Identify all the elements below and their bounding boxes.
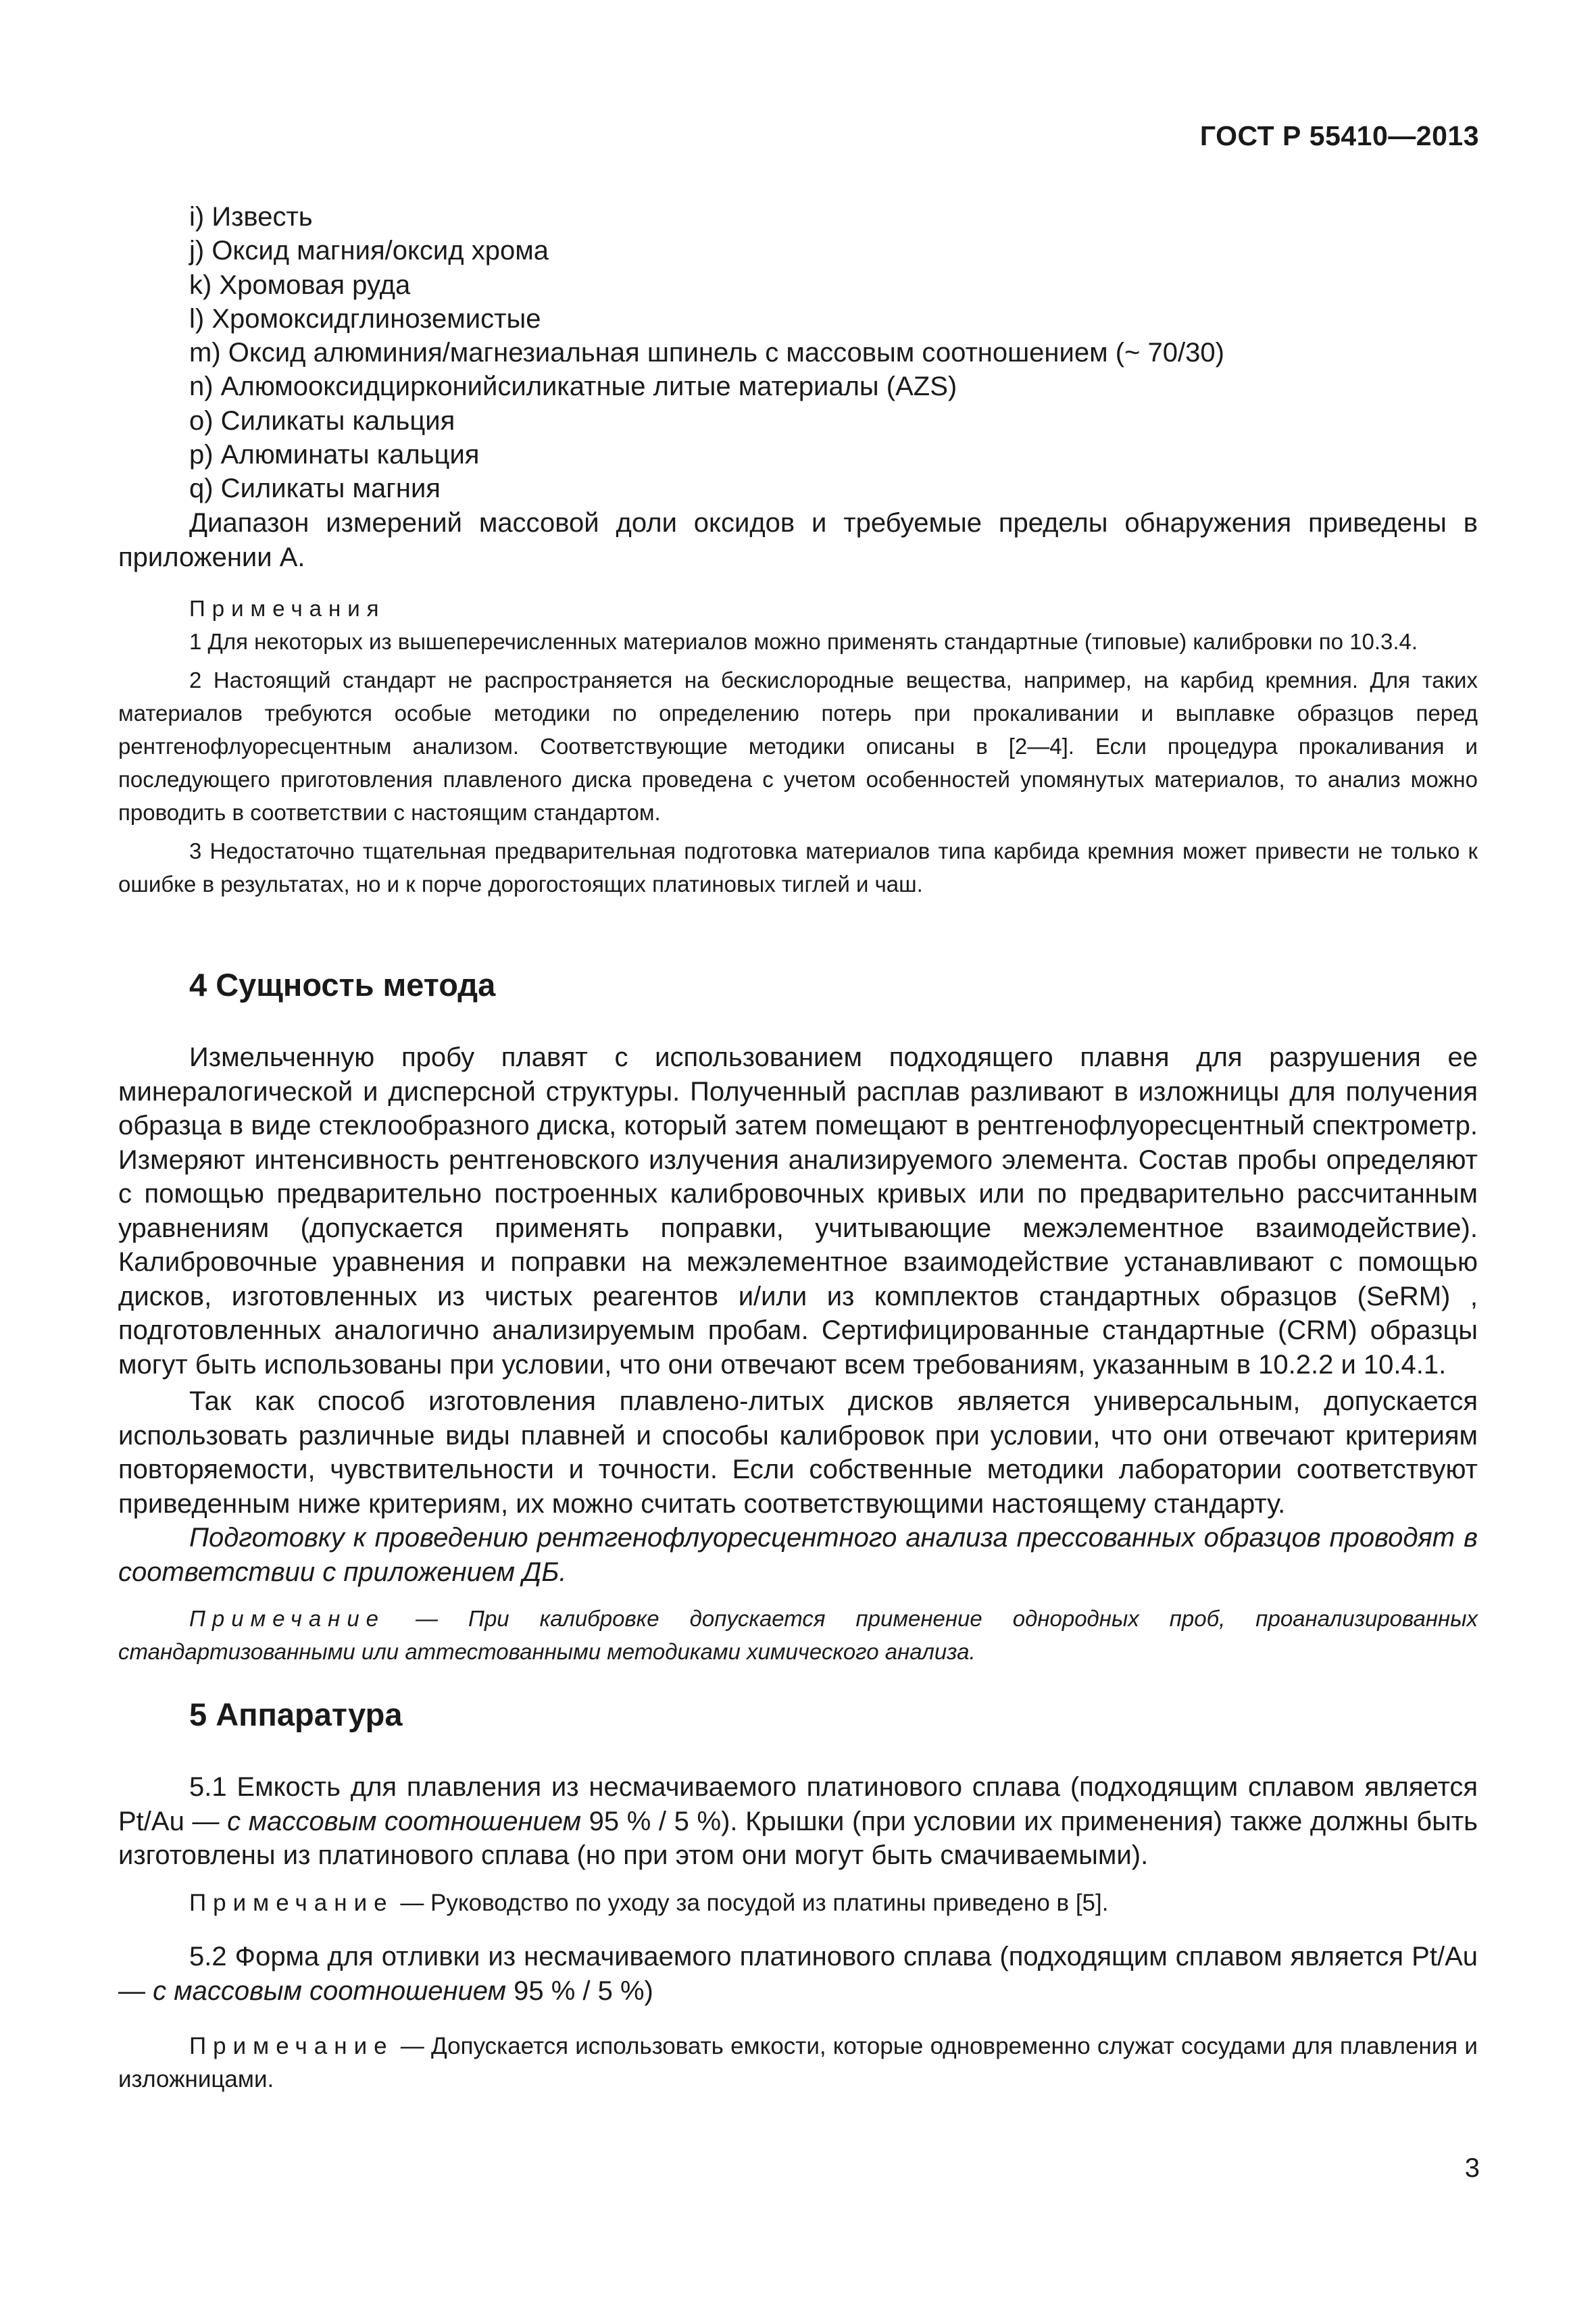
list-item: q) Силикаты магния [189, 474, 441, 504]
paragraph-5-1-text-a: 5.1 Емкость для плавления из несмачиваемого платинового сплава (подходящим сплавом является Pt/Au — [118, 1772, 1478, 1836]
paragraph-5-2 [118, 1940, 1478, 2008]
list-item: n) Алюмооксидцирконийсиликатные литые материалы (AZS) [189, 372, 957, 402]
section-4-paragraph-3: Подготовку к проведению рентгенофлуоресцентного анализа прессованных образцов проводят в соответствии с приложением ДБ. [118, 1523, 1478, 1587]
section-5-note-1 [118, 1886, 1478, 1919]
note-label: Примечание [189, 2033, 394, 2059]
note-label: Примечание [189, 1606, 386, 1631]
list-item: i) Известь [189, 202, 313, 232]
section-5-heading: 5 Аппаратура [189, 1696, 403, 1732]
paragraph-5-1 [118, 1770, 1478, 1873]
list-item: o) Силикаты кальция [189, 405, 455, 436]
paragraph-5-2-text-a: 5.2 Форма для отливки из несмачиваемого платинового сплава (подходящим сплавом является Pt/Au — [118, 1942, 1478, 2006]
list-item: m) Оксид алюминия/магнезиальная шпинель с массовым соотношением (~ 70/30) [189, 338, 1224, 368]
paragraph-5-1-text-b: 95 % / 5 %). Крышки (при условии их применения) также должны быть изготовлены из платинового сплава (но при этом они могут быть смачиваемыми). [118, 1806, 1478, 1870]
note-label: Примечание [189, 1890, 394, 1916]
paragraph-5-2-italic: с массовым соотношением [153, 1976, 506, 2006]
section-4-note [118, 1602, 1478, 1668]
materials-list [189, 200, 1224, 506]
section-4-paragraph-1: Измельченную пробу плавят с использованием подходящего плавня для разрушения ее минералогической и дисперсной структуры. Полученный расплав разливают в изложницы для получения образца в виде стеклообразного диска, который затем помещают в рентгенофлуоресцентный спектрометр. Измеряют интенсивность рентгеновского излучения анализируемого элемента. Состав пробы определяют с помощью предварительно построенных калибровочных кривых или по предварительно рассчитанным уравнениям (допускается применять поправки, учитывающие межэлементное взаимодействие). Калибровочные уравнения и поправки на межэлементное взаимодействие устанавливают с помощью дисков, изготовленных из чистых реагентов и/или из комплектов стандартных образцов (SeRM) , подготовленных аналогично анализируемым пробам. Сертифицированные стандартные (CRM) образцы могут быть использованы при условии, что они отвечают всем требованиям, указанным в 10.2.2 и 10.4.1. [118, 1042, 1478, 1380]
note-item: 2 Настоящий стандарт не распространяется на бескислородные вещества, например, на карбид кремния. Для таких материалов требуются особые методики по определению потерь при прокаливании и выплавке образцов перед рентгенофлуоресцентным анализом. Соответствующие методики описаны в [2—4]. Если процедура прокаливания и последующего приготовления плавленого диска проведена с учетом особенностей упомянутых материалов, то анализ можно проводить в соответствии с настоящим стандартом. [118, 668, 1478, 825]
note-text: — При калибровке допускается применение однородных проб, проанализированных стандартизованными или аттестованными методиками химического анализа. [118, 1606, 1478, 1664]
doc-code-header: ГОСТ Р 55410—2013 [1199, 120, 1479, 151]
list-item: l) Хромоксидглиноземистые [189, 303, 541, 334]
range-paragraph: Диапазон измерений массовой доли оксидов и требуемые пределы обнаружения приведены в приложении А. [118, 508, 1478, 572]
list-item: j) Оксид магния/оксид хрома [189, 236, 549, 266]
notes-title: Примечания [189, 596, 386, 621]
page-number: 3 [1464, 2153, 1480, 2183]
section-4-paragraph-2: Так как способ изготовления плавлено-литых дисков является универсальным, допускается использовать различные виды плавней и способы калибровок при условии, что они отвечают критериям повторяемости, чувствительности и точности. Если собственные методики лаборатории соответствуют приведенным ниже критериям, их можно считать соответствующими настоящему стандарту. [118, 1386, 1478, 1519]
note-text: — Руководство по уходу за посудой из платины приведено в [5]. [400, 1890, 1109, 1916]
note-item: 3 Недостаточно тщательная предварительная подготовка материалов типа карбида кремния может привести не только к ошибке в результатах, но и к порче дорогостоящих платиновых тиглей и чаш. [118, 838, 1478, 897]
paragraph-5-2-text-b: 95 % / 5 %) [506, 1976, 653, 2006]
section-5-note-2 [118, 2030, 1478, 2096]
list-item: k) Хромовая руда [189, 270, 411, 300]
notes-block-1 [118, 592, 1478, 901]
note-text: — Допускается использовать емкости, которые одновременно служат сосудами для плавления и изложницами. [118, 2033, 1478, 2092]
paragraph-5-1-italic: с массовым соотношением [227, 1806, 581, 1836]
note-item: 1 Для некоторых из вышеперечисленных материалов можно применять стандартные (типовые) калибровки по 10.3.4. [189, 629, 1418, 654]
section-4-heading: 4 Сущность метода [189, 967, 496, 1003]
list-item: p) Алюминаты кальция [189, 440, 480, 470]
